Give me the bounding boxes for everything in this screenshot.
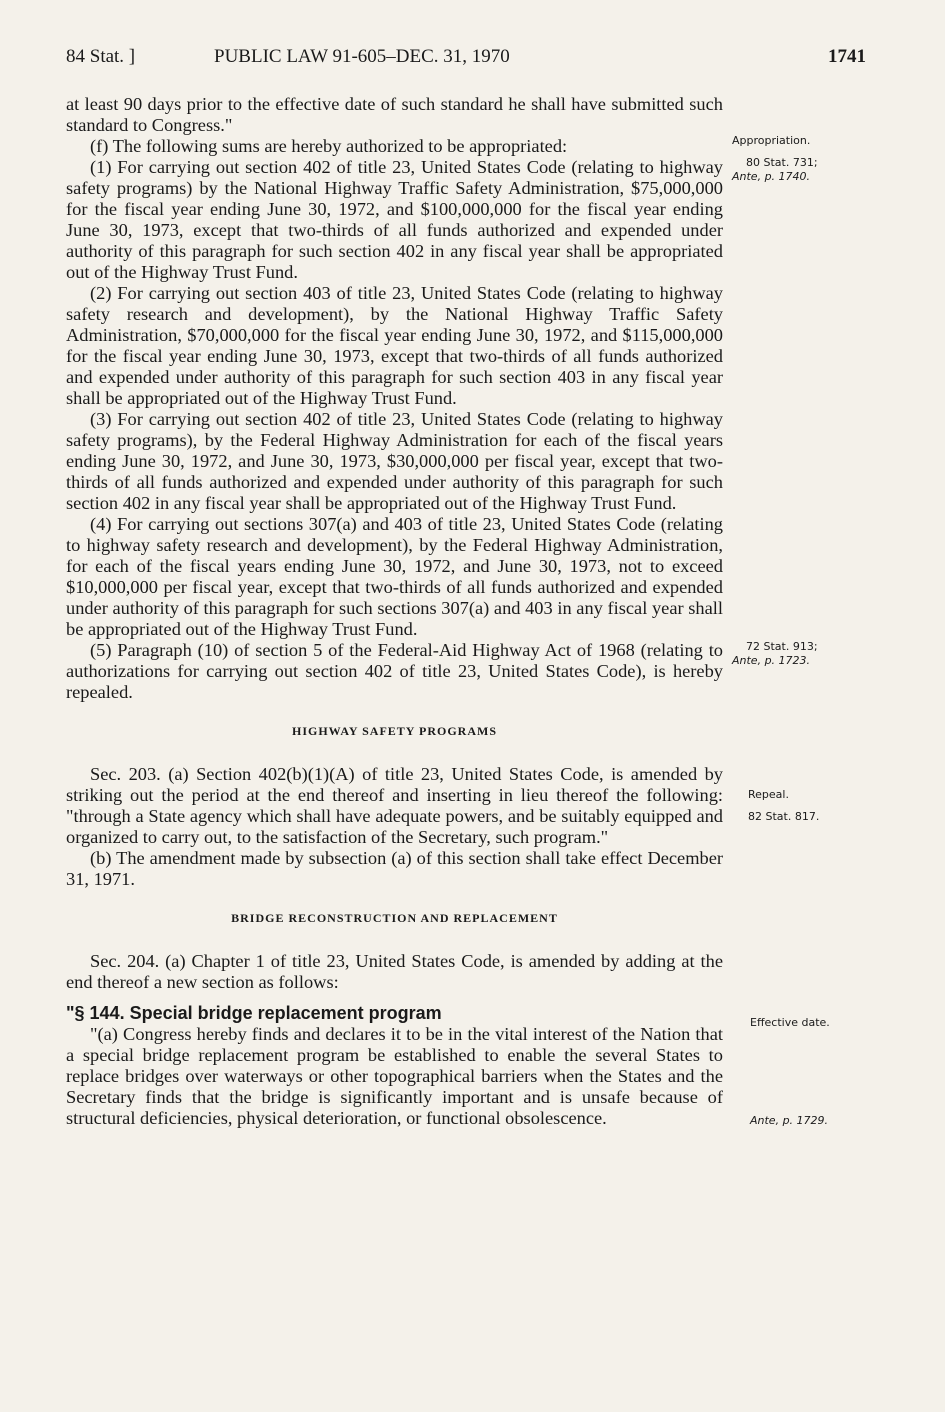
- section-144-title: "§ 144. Special bridge replacement program: [66, 1003, 442, 1023]
- document-body: [66, 94, 723, 1129]
- margin-note-appropriation: Appropriation.: [732, 134, 811, 147]
- section-heading-highway-safety: HIGHWAY SAFETY PROGRAMS: [291, 724, 498, 738]
- margin-note-82-stat: 82 Stat. 817.: [748, 810, 820, 823]
- paragraph-f3: (3) For carrying out section 402 of title 23, United States Code (relating to highway safety programs), by the Federal Highway Administration for each of the fiscal years ending June 30, 1972, and June 30, 1973, $30,000,000 per fiscal year, except that two-thirds of all funds authorized and expended under authority of this paragraph for such section 402 in any fiscal year shall be appropriated out of the Highway Trust Fund.: [66, 409, 723, 513]
- statute-volume: 84 Stat. ]: [66, 46, 136, 67]
- section-203-a: Sec. 203. (a) Section 402(b)(1)(A) of title 23, United States Code, is amended by striking out the period at the end thereof and inserting in lieu thereof the following: "through a State agency which shall have adequate powers, and be suitably equipped and organized to carry out, to the satisfaction of the Secretary, such program.": [66, 764, 723, 847]
- margin-note-72-stat: 72 Stat. 913; Ante, p. 1723.: [732, 640, 818, 667]
- paragraph-f1: (1) For carrying out section 402 of title 23, United States Code (relating to highway safety programs) by the National Highway Traffic Safety Administration, $75,000,000 for the fiscal year ending June 30, 1972, and $100,000,000 for the fiscal year ending June 30, 1973, except that two-thirds of all funds authorized and expended under authority of this paragraph for such section 402 in any fiscal year shall be appropriated out of the Highway Trust Fund.: [66, 157, 723, 282]
- page-header: [66, 46, 866, 74]
- paragraph-f: (f) The following sums are hereby authorized to be appropriated:: [90, 136, 568, 156]
- margin-note-ante-1729: Ante, p. 1729.: [750, 1114, 829, 1127]
- margin-note-repeal: Repeal.: [748, 788, 789, 801]
- paragraph-f2: (2) For carrying out section 403 of title 23, United States Code (relating to highway safety research and development), by the National Highway Traffic Safety Administration, $70,000,000 for the fiscal year ending June 30, 1972, and $115,000,000 for the fiscal year ending June 30, 1973, except that two-thirds of all funds authorized and expended under authority of this paragraph for such section 403 in any fiscal year shall be appropriated out of the Highway Trust Fund.: [66, 283, 723, 408]
- paragraph-f4: (4) For carrying out sections 307(a) and 403 of title 23, United States Code (relating to highway safety research and development), by the Federal Highway Administration, for each of the fiscal years ending June 30, 1972, and June 30, 1973, not to exceed $10,000,000 per fiscal year, except that two-thirds of all funds authorized and expended under authority of this paragraph for such sections 307(a) and 403 in any fiscal year shall be appropriated out of the Highway Trust Fund.: [66, 514, 723, 639]
- margin-note-80-stat: 80 Stat. 731; Ante, p. 1740.: [732, 156, 818, 183]
- page-number: 1741: [828, 46, 866, 67]
- paragraph-f5: (5) Paragraph (10) of section 5 of the Federal-Aid Highway Act of 1968 (relating to authorizations for carrying out section 402 of title 23, United States Code), is hereby repealed.: [66, 640, 723, 702]
- section-204-a: Sec. 204. (a) Chapter 1 of title 23, United States Code, is amended by adding at the end thereof a new section as follows:: [66, 951, 723, 992]
- section-203-b: (b) The amendment made by subsection (a) of this section shall take effect December 31, 1971.: [66, 848, 723, 889]
- section-heading-bridge: BRIDGE RECONSTRUCTION AND REPLACEMENT: [231, 911, 558, 925]
- margin-note-effective-date: Effective date.: [750, 1016, 830, 1029]
- paragraph-continuation: at least 90 days prior to the effective date of such standard he shall have submitted such standard to Congress.": [66, 94, 723, 135]
- section-144-a: "(a) Congress hereby finds and declares it to be in the vital interest of the Nation that a special bridge replacement program be established to enable the several States to replace bridges over waterways or other topographical barriers when the States and the Secretary finds that the bridge is significantly important and is unsafe because of structural deficiencies, physical deterioration, or functional obsolescence.: [66, 1024, 723, 1128]
- public-law-title: PUBLIC LAW 91-605–DEC. 31, 1970: [214, 46, 510, 67]
